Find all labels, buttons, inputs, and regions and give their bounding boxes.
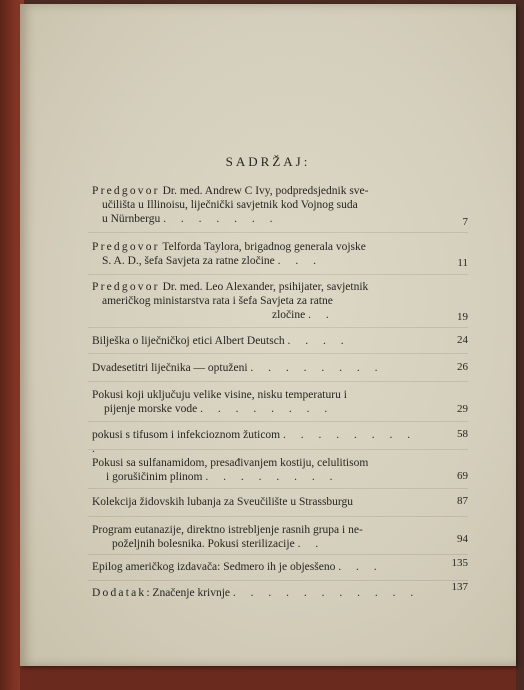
entry-line: pokusi s tifusom i infekcioznom žuticom: [92, 429, 281, 441]
page-number: 58: [457, 428, 468, 440]
toc-entry: [92, 495, 432, 509]
entry-lead: Predgovor: [92, 185, 160, 197]
entry-separator: [88, 327, 468, 328]
entry-line: učilišta u Illinoisu, liječnički savjetnik kod Vojnog suda: [102, 199, 358, 211]
toc-entry: [92, 523, 422, 551]
toc-entry: [92, 361, 422, 375]
page-number: 29: [457, 403, 468, 415]
page-number: 87: [457, 495, 468, 507]
entry-line: Epilog američkog izdavača: Sedmero ih je objesšeno: [92, 561, 336, 573]
toc-entry: [92, 184, 422, 226]
page-number: 19: [457, 311, 468, 323]
toc-entry: [92, 280, 422, 322]
entry-lead: Predgovor: [92, 281, 160, 293]
entry-lead: Dodatak: [92, 587, 147, 599]
entry-separator: [88, 353, 468, 354]
entry-line: Dvadesetitri liječnika — optuženi: [92, 362, 248, 374]
page-number: 135: [451, 557, 468, 569]
entry-dots: . . .: [277, 255, 323, 267]
entry-separator: [88, 516, 468, 517]
entry-separator: [88, 274, 468, 275]
entry-line: Dr. med. Leo Alexander, psihijater, savjetnik: [159, 281, 369, 293]
toc-heading: SADRŽAJ:: [225, 154, 311, 169]
page-number: 11: [457, 257, 468, 269]
entry-line: u Nürnbergu: [102, 213, 161, 225]
entry-dots: . . . . . . . . . . .: [232, 587, 420, 599]
toc-entry: [92, 388, 422, 416]
entry-separator: [88, 421, 468, 422]
entry-separator: [88, 449, 468, 450]
entry-separator: [88, 232, 468, 233]
book-cover-bottom: [20, 666, 516, 690]
entry-dots: . . . .: [287, 335, 350, 347]
entry-line: zločine: [272, 309, 306, 321]
entry-dots: . . . . . . . .: [250, 362, 384, 374]
page-number: 26: [457, 361, 468, 373]
page-number: 137: [451, 581, 468, 593]
entry-lead: Predgovor: [92, 241, 160, 253]
entry-line: Kolekcija židovskih lubanja za Sveučilište u Strassburgu: [92, 496, 354, 508]
page-number: 7: [462, 216, 468, 228]
entry-line: Pokusi sa sulfanamidom, presađivanjem kostiju, celulitisom: [92, 457, 369, 469]
entry-line: poželjnih bolesnika. Pokusi sterilizacije: [112, 538, 295, 550]
entry-line: Bilješka o liječničkoj etici Albert Deutsch: [92, 335, 285, 347]
entry-line: Telforda Taylora, brigadnog generala vojske: [159, 241, 366, 253]
entry-separator: [88, 381, 468, 382]
page-number: 69: [457, 470, 468, 482]
entry-separator: [88, 580, 468, 581]
page-number: 24: [457, 334, 468, 346]
entry-dots: . . .: [338, 561, 383, 573]
entry-line: pijenje morske vode: [104, 403, 198, 415]
page-number: 94: [457, 533, 468, 545]
toc-entry: [92, 586, 422, 600]
entry-line: američkog ministarstva rata i šefa Savjeta za ratne: [102, 295, 333, 307]
toc-entry: [92, 334, 422, 348]
entry-dots: . .: [308, 309, 335, 321]
entry-line: i gorušičinim plinom: [106, 471, 203, 483]
toc-entry: [92, 456, 422, 484]
entry-dots: . . . . . . . . .: [92, 429, 417, 455]
toc-entry: [92, 560, 422, 574]
entry-dots: . .: [297, 538, 325, 550]
entry-dots: . . . . . . . .: [205, 471, 339, 483]
entry-line: Pokusi koji uključuju velike visine, nisku temperaturu i: [92, 389, 347, 401]
entry-dots: . . . . . . . .: [200, 403, 334, 415]
toc-entry: [92, 428, 422, 456]
entry-line: : Značenje krivnje: [146, 587, 231, 599]
entry-separator: [88, 554, 468, 555]
entry-line: Program eutanazije, direktno istrebljenje rasnih grupa i ne-: [92, 524, 363, 536]
entry-line: Dr. med. Andrew C Ivy, podpredsjednik sve-: [159, 185, 369, 197]
toc-entry: [92, 240, 422, 268]
book-page: [20, 4, 516, 666]
entry-separator: [88, 488, 468, 489]
entry-line: S. A. D., šefa Savjeta za ratne zločine: [102, 255, 275, 267]
entry-dots: . . . . . . .: [163, 213, 279, 225]
